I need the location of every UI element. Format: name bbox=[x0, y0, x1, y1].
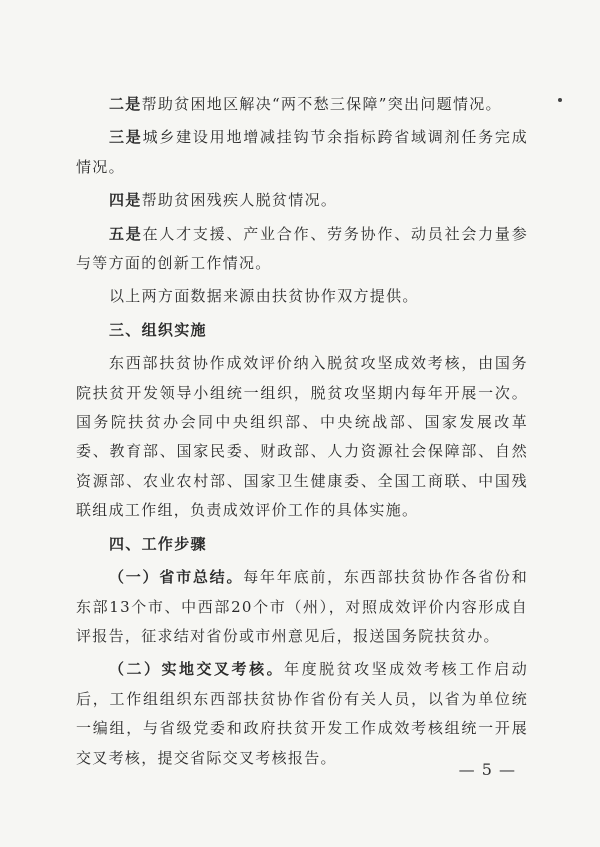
paragraph-lead: （二）实地交叉考核。 bbox=[109, 660, 285, 679]
section-heading-4: 四、工作步骤 bbox=[109, 534, 207, 553]
paragraph-text: 在人才支援、产业合作、劳务协作、动员社会力量参与等方面的创新工作情况。 bbox=[76, 224, 528, 273]
paragraph-lead: 三是 bbox=[109, 128, 143, 147]
paragraph-step-1 bbox=[76, 563, 528, 651]
paragraph-text: 帮助贫困地区解决“两不愁三保障”突出问题情况。 bbox=[141, 95, 502, 113]
paragraph-text: 每年年底前，东西部扶贫协作各省份和东部13个市、中西部20个市（州），对照成效评价内容形成自评报告，征求结对省份或市州意见后，报送国务院扶贫办。 bbox=[76, 568, 528, 645]
paragraph-lead: 二是 bbox=[109, 95, 142, 113]
paragraph-item-4 bbox=[76, 186, 528, 215]
paragraph-text: 帮助贫困残疾人脱贫情况。 bbox=[141, 191, 338, 210]
section-heading-3: 三、组织实施 bbox=[109, 320, 207, 339]
paragraph-text: 城乡建设用地增减挂钩节余指标跨省域调剂任务完成情况。 bbox=[76, 128, 528, 176]
paragraph-organization: 东西部扶贫协作成效评价纳入脱贫攻坚成效考核，由国务院扶贫开发领导小组统一组织，脱贫攻坚期内每年开展一次。国务院扶贫办会同中央组织部、中央统战部、国家发展改革委、教育部、国家民委、财政部、人力资源社会保障部、自然资源部、农业农村部、国家卫生健康委、全国工商联、中国残联组成工作组，负责成效评价工作的具体实施。 bbox=[76, 354, 528, 520]
paragraph-lead: （一）省市总结。 bbox=[109, 568, 244, 587]
page-number: — 5 — bbox=[458, 760, 516, 779]
paragraph-item-2 bbox=[76, 90, 528, 119]
paragraph-lead: 四是 bbox=[109, 191, 142, 210]
paragraph-item-3 bbox=[76, 123, 528, 182]
paragraph-step-2 bbox=[76, 655, 528, 773]
paragraph-item-5 bbox=[76, 220, 528, 279]
paragraph-lead: 五是 bbox=[109, 224, 143, 243]
scan-mark bbox=[558, 98, 562, 102]
paragraph-text: 年度脱贫攻坚成效考核工作启动后，工作组组织东西部扶贫协作省份有关人员，以省为单位统一编组，与省级党委和政府扶贫开发工作成效考核组统一开展交叉考核，提交省际交叉考核报告。 bbox=[76, 660, 528, 767]
paragraph-data-source: 以上两方面数据来源由扶贫协作双方提供。 bbox=[109, 287, 419, 306]
document-body bbox=[76, 90, 528, 773]
